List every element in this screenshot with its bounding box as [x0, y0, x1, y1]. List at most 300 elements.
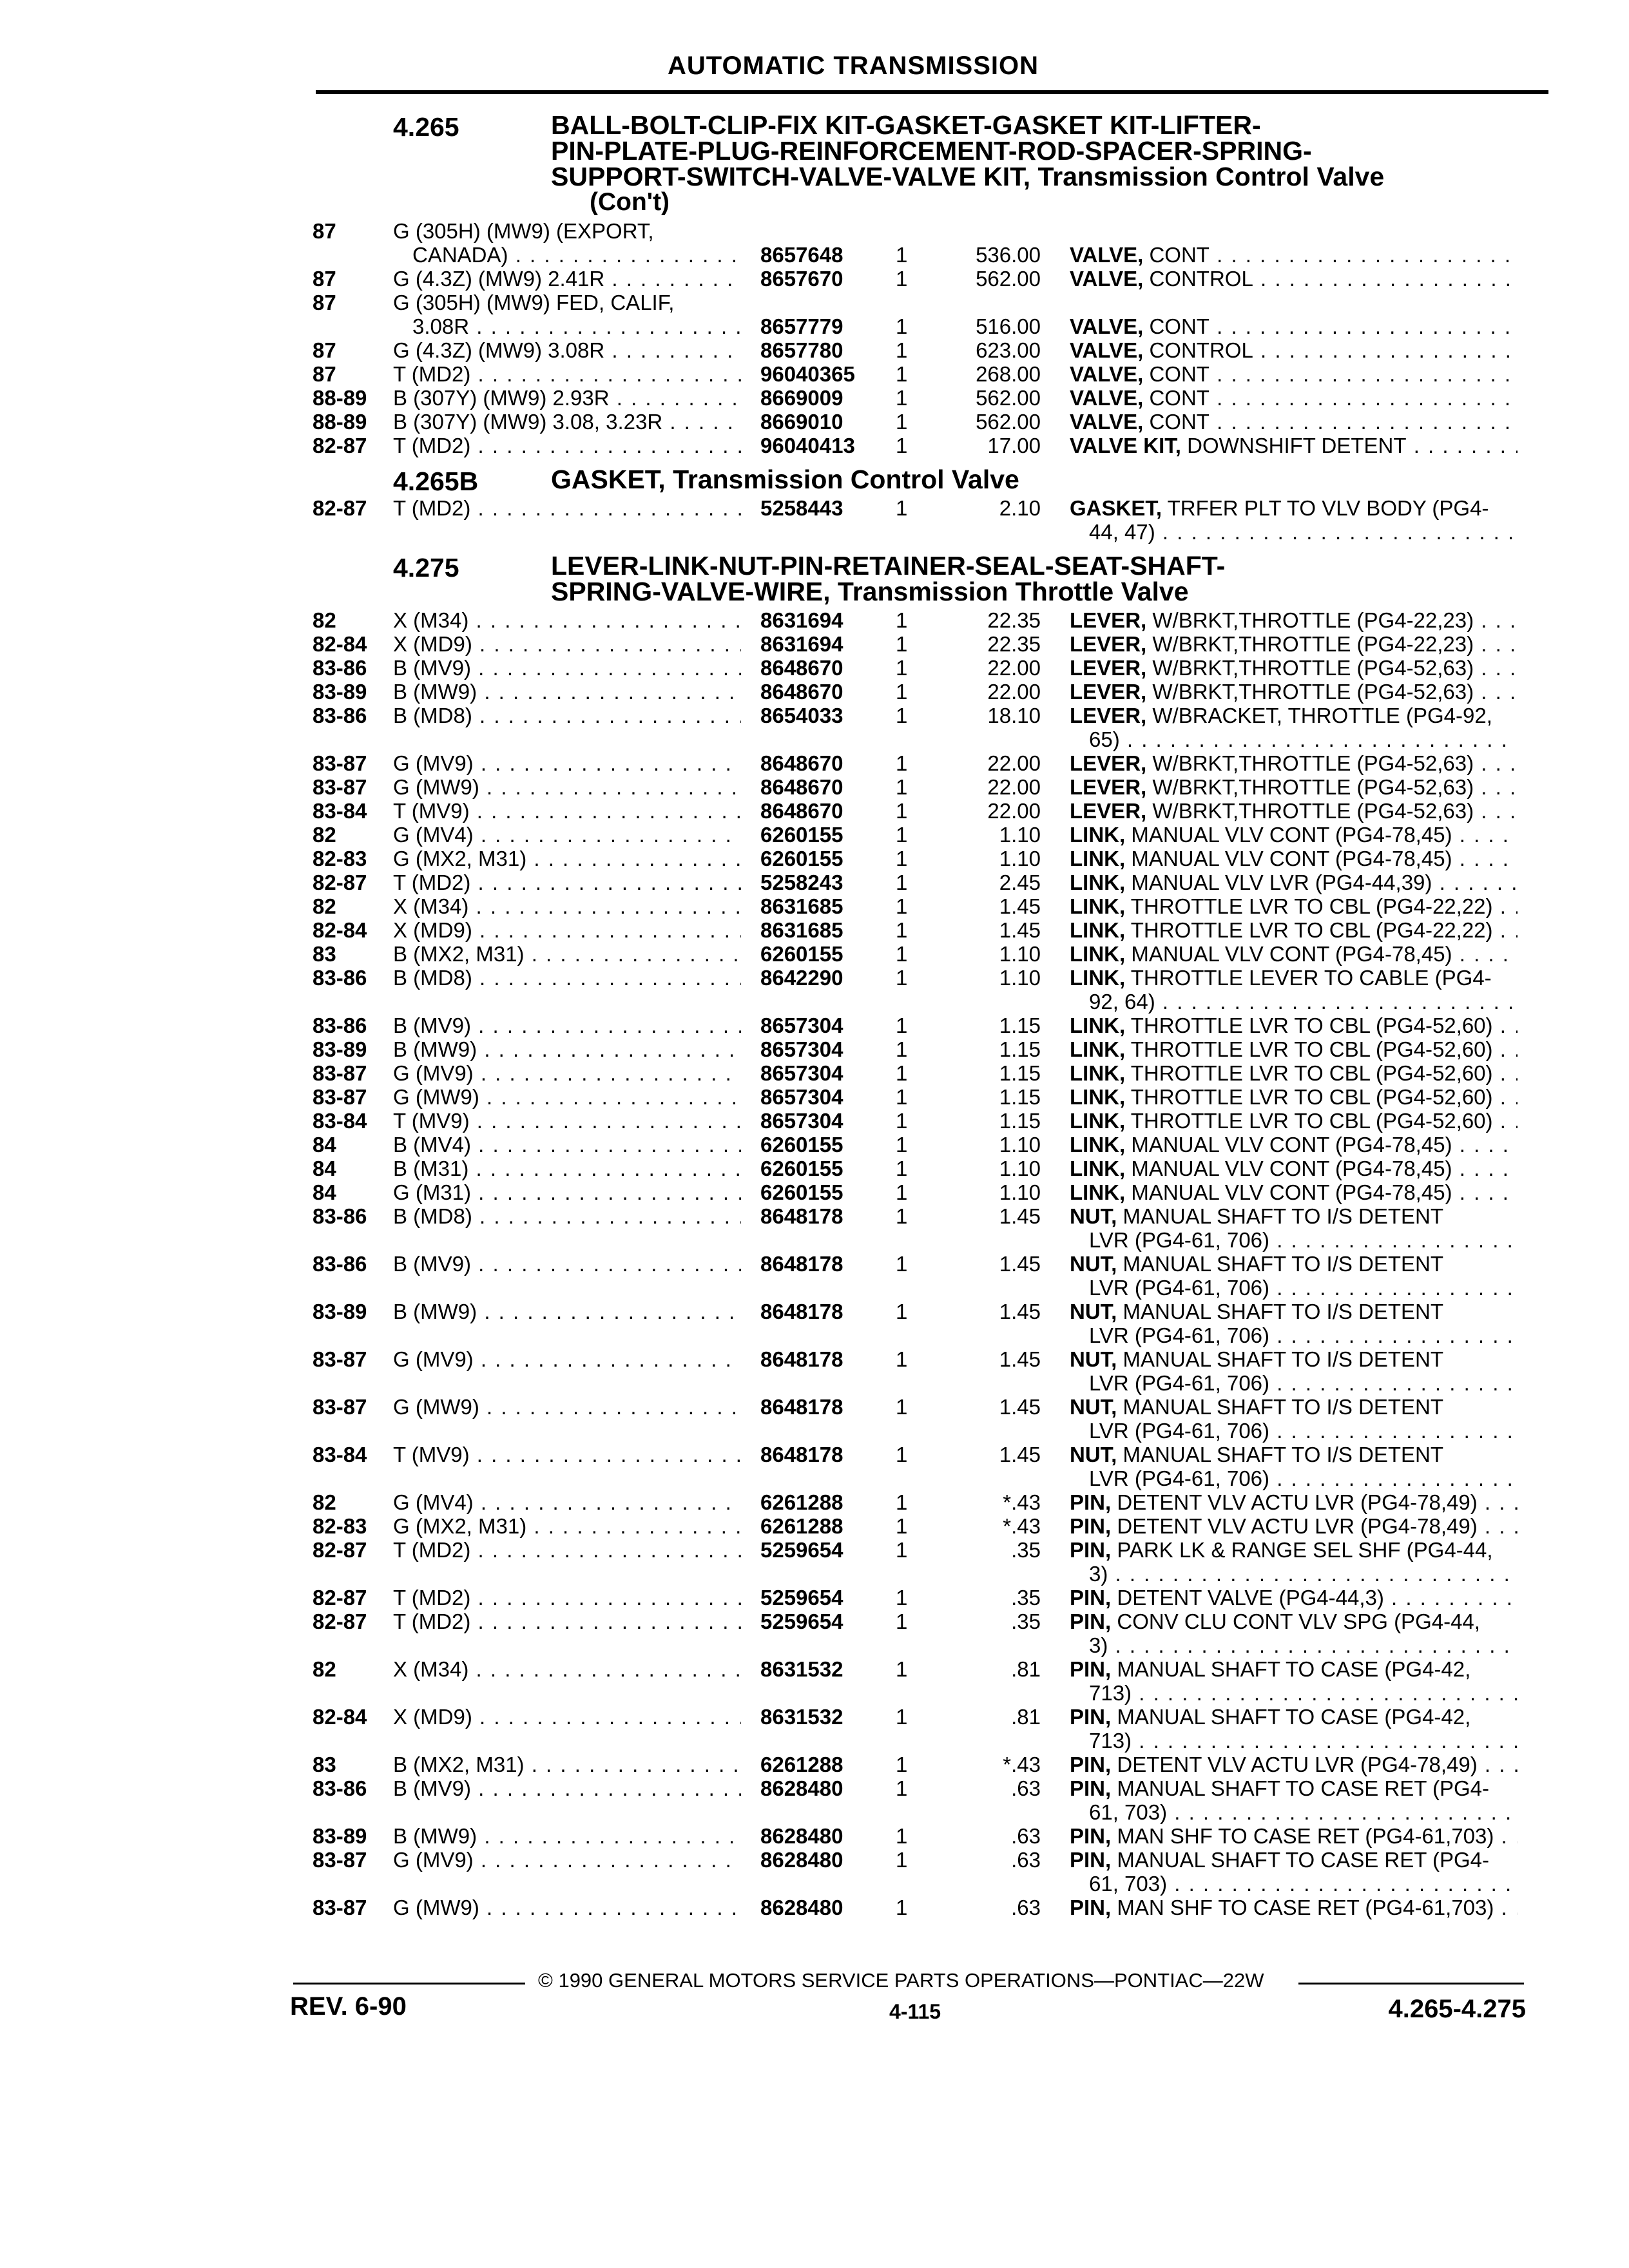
description-line [1070, 338, 1518, 362]
price: 1.15 [999, 1037, 1041, 1061]
quantity: 1 [896, 656, 908, 680]
model-year: 83-87 [313, 1848, 367, 1872]
part-detail: THROTTLE LVR TO CBL (PG4-52,60) [1130, 1014, 1493, 1037]
part-detail: W/BRKT,THROTTLE (PG4-52,63) [1152, 751, 1474, 775]
description-line [1070, 1586, 1518, 1610]
description [1070, 362, 1518, 386]
application-line: G (MW9) . . . [393, 775, 741, 799]
description-line [1070, 434, 1518, 457]
model-year: 88-89 [313, 410, 367, 434]
price: 1.10 [999, 966, 1041, 990]
application-line: G (MX2, M31) . . . [393, 1514, 741, 1538]
quantity: 1 [896, 632, 908, 656]
part-number: 5259654 [760, 1586, 843, 1610]
description [1070, 608, 1518, 632]
part-name: LINK, [1070, 1014, 1126, 1037]
application-line: X (MD9) . . . [393, 1705, 741, 1729]
part-row [313, 1776, 1537, 1824]
application-line: G (MX2, M31) . . . [393, 847, 741, 870]
description [1070, 847, 1518, 870]
description [1070, 1514, 1518, 1538]
price: 1.45 [999, 918, 1041, 942]
application-line: G (4.3Z) (MW9) 2.41R . . . [393, 267, 741, 291]
application [393, 751, 741, 775]
model-year: 82-87 [313, 1538, 367, 1562]
part-number: 6260155 [760, 847, 843, 870]
model-year: 83-86 [313, 704, 367, 727]
part-name: VALVE, [1070, 267, 1144, 291]
price: 17.00 [987, 434, 1041, 457]
description-line [1070, 1896, 1518, 1919]
part-number: 8648670 [760, 656, 843, 680]
part-detail: MANUAL SHAFT TO I/S DETENT [1123, 1300, 1444, 1323]
part-name: VALVE, [1070, 338, 1144, 362]
part-name: PIN, [1070, 1776, 1112, 1800]
part-detail: MANUAL VLV CONT (PG4-78,45) [1131, 942, 1452, 966]
part-row [313, 1037, 1537, 1061]
part-row [313, 219, 1537, 267]
part-detail: MAN SHF TO CASE RET (PG4-61,703) [1117, 1896, 1494, 1919]
quantity: 1 [896, 1610, 908, 1633]
price: 2.10 [999, 496, 1041, 520]
part-row [313, 608, 1537, 632]
quantity: 1 [896, 704, 908, 727]
description-line [1070, 799, 1518, 823]
part-detail: LVR (PG4-61, 706) [1089, 1419, 1270, 1443]
application-line: X (M34) . . . [393, 608, 741, 632]
part-name: PIN, [1070, 1848, 1112, 1872]
application-line: B (MX2, M31) . . . [393, 1753, 741, 1776]
quantity: 1 [896, 1252, 908, 1276]
application-line: X (M34) . . . [393, 1657, 741, 1681]
price: 22.35 [987, 632, 1041, 656]
part-name: LINK, [1070, 870, 1126, 894]
part-number: 8628480 [760, 1896, 843, 1919]
application [393, 410, 741, 434]
application-line: T (MD2) . . . [393, 434, 741, 457]
quantity: 1 [896, 1347, 908, 1371]
part-number: 5259654 [760, 1610, 843, 1633]
application [393, 799, 741, 823]
application-line: G (MV9) . . . [393, 1061, 741, 1085]
description-line [1070, 1347, 1518, 1371]
application-line: B (MW9) . . . [393, 1300, 741, 1323]
application [393, 1443, 741, 1466]
description [1070, 1014, 1518, 1037]
part-detail: 713) [1089, 1681, 1132, 1705]
part-detail: MANUAL SHAFT TO I/S DETENT [1123, 1204, 1444, 1228]
part-row [313, 1347, 1537, 1395]
part-name: LINK, [1070, 847, 1126, 870]
model-year: 83-87 [313, 751, 367, 775]
footer-section-range: 4.265-4.275 [1388, 1995, 1526, 2023]
part-row [313, 338, 1537, 362]
description [1070, 1300, 1518, 1347]
description [1070, 1061, 1518, 1085]
price: 22.00 [987, 799, 1041, 823]
price: 1.45 [999, 894, 1041, 918]
part-row [313, 1514, 1537, 1538]
application-line: X (MD9) . . . [393, 918, 741, 942]
part-name: LINK, [1070, 1061, 1126, 1085]
description [1070, 823, 1518, 847]
part-number: 8648670 [760, 751, 843, 775]
application [393, 942, 741, 966]
part-number: 8657304 [760, 1085, 843, 1109]
part-name: LINK, [1070, 1037, 1126, 1061]
description-line [1070, 1300, 1518, 1323]
section-title [551, 466, 1537, 492]
description-line [1070, 1729, 1518, 1753]
description-line [1070, 1323, 1518, 1347]
part-detail: CONV CLU CONT VLV SPG (PG4-44, [1117, 1610, 1480, 1633]
part-name: VALVE, [1070, 314, 1144, 338]
application [393, 1490, 741, 1514]
application [393, 680, 741, 704]
price: 22.00 [987, 775, 1041, 799]
part-detail: MANUAL SHAFT TO CASE RET (PG4- [1117, 1776, 1489, 1800]
quantity: 1 [896, 1109, 908, 1133]
model-year: 87 [313, 362, 336, 386]
price: 1.10 [999, 1180, 1041, 1204]
price: 1.45 [999, 1204, 1041, 1228]
section-number: 4.265 [393, 112, 459, 142]
part-name: PIN, [1070, 1610, 1112, 1633]
model-year: 84 [313, 1157, 336, 1180]
part-name: LINK, [1070, 1109, 1126, 1133]
footer-rule-right [1298, 1983, 1524, 1984]
model-year: 82-84 [313, 1705, 367, 1729]
description [1070, 1252, 1518, 1300]
part-detail: W/BRKT,THROTTLE (PG4-52,63) [1152, 656, 1474, 680]
application [393, 1753, 741, 1776]
page-header-title: AUTOMATIC TRANSMISSION [667, 52, 1039, 80]
price: 22.00 [987, 680, 1041, 704]
description-line [1070, 1633, 1518, 1657]
part-detail: MANUAL SHAFT TO CASE RET (PG4- [1117, 1848, 1489, 1872]
part-row [313, 1824, 1537, 1848]
part-detail: DETENT VLV ACTU LVR (PG4-78,49) [1117, 1514, 1478, 1538]
application-line: T (MV9) . . . [393, 1109, 741, 1133]
price: 1.45 [999, 1347, 1041, 1371]
model-year: 83-89 [313, 680, 367, 704]
application [393, 1252, 741, 1276]
quantity: 1 [896, 386, 908, 410]
part-detail: CONTROL [1149, 267, 1253, 291]
description [1070, 314, 1518, 338]
part-row [313, 799, 1537, 823]
description-line [1070, 1014, 1518, 1037]
description-line [1070, 1443, 1518, 1466]
quantity: 1 [896, 1538, 908, 1562]
part-row [313, 751, 1537, 775]
application [393, 918, 741, 942]
description [1070, 1347, 1518, 1395]
model-year: 83-87 [313, 1896, 367, 1919]
section-title-line: GASKET, Transmission Control Valve [551, 465, 1019, 494]
price: 18.10 [987, 704, 1041, 727]
description-line [1070, 1037, 1518, 1061]
part-name: PIN, [1070, 1824, 1112, 1848]
part-number: 8657670 [760, 267, 843, 291]
description [1070, 1776, 1518, 1824]
description [1070, 656, 1518, 680]
part-detail: MANUAL SHAFT TO CASE (PG4-42, [1117, 1657, 1471, 1681]
part-detail: DETENT VLV ACTU LVR (PG4-78,49) [1117, 1490, 1478, 1514]
part-name: PIN, [1070, 1657, 1112, 1681]
section-title-line: (Con't) [590, 188, 670, 216]
price: *.43 [1003, 1514, 1041, 1538]
model-year: 82-83 [313, 847, 367, 870]
application [393, 338, 741, 362]
part-number: 6260155 [760, 1180, 843, 1204]
application-line: G (MV4) . . . [393, 823, 741, 847]
model-year: 83-86 [313, 1014, 367, 1037]
description [1070, 799, 1518, 823]
part-row [313, 267, 1537, 291]
part-number: 8642290 [760, 966, 843, 990]
part-number: 8657779 [760, 314, 843, 338]
model-year: 83-86 [313, 966, 367, 990]
part-row [313, 1014, 1537, 1037]
quantity: 1 [896, 847, 908, 870]
part-number: 8654033 [760, 704, 843, 727]
part-detail: LVR (PG4-61, 706) [1089, 1276, 1270, 1300]
model-year: 82 [313, 608, 336, 632]
application [393, 1109, 741, 1133]
part-row [313, 656, 1537, 680]
model-year: 83-84 [313, 1109, 367, 1133]
part-name: LEVER, [1070, 680, 1147, 704]
price: 562.00 [976, 410, 1041, 434]
description-line [1070, 1562, 1518, 1586]
part-detail: MANUAL VLV CONT (PG4-78,45) [1131, 1133, 1452, 1157]
part-name: PIN, [1070, 1753, 1112, 1776]
model-year: 82-87 [313, 434, 367, 457]
part-name: VALVE, [1070, 243, 1144, 267]
application [393, 1061, 741, 1085]
part-row [313, 680, 1537, 704]
part-name: PIN, [1070, 1538, 1112, 1562]
price: .81 [1011, 1657, 1041, 1681]
description-line [1070, 1490, 1518, 1514]
footer-rule-left [293, 1983, 525, 1984]
part-row [313, 1896, 1537, 1919]
price: 562.00 [976, 386, 1041, 410]
part-number: 5258443 [760, 496, 843, 520]
part-detail: MAN SHF TO CASE RET (PG4-61,703) [1117, 1824, 1494, 1848]
part-number: 6261288 [760, 1514, 843, 1538]
description-line [1070, 1061, 1518, 1085]
part-name: NUT, [1070, 1443, 1117, 1466]
application-line: G (MV9) . . . [393, 751, 741, 775]
price: 1.45 [999, 1252, 1041, 1276]
part-row [313, 1610, 1537, 1657]
quantity: 1 [896, 608, 908, 632]
price: 22.00 [987, 656, 1041, 680]
price: 1.45 [999, 1395, 1041, 1419]
application [393, 291, 741, 338]
model-year: 83-87 [313, 1347, 367, 1371]
price: 623.00 [976, 338, 1041, 362]
quantity: 1 [896, 338, 908, 362]
price: .81 [1011, 1705, 1041, 1729]
part-number: 8631685 [760, 894, 843, 918]
description-line [1070, 1157, 1518, 1180]
description [1070, 1896, 1518, 1919]
section-title-line: SPRING-VALVE-WIRE, Transmission Throttle Valve [551, 577, 1189, 606]
description [1070, 1443, 1518, 1490]
description [1070, 870, 1518, 894]
section-title [551, 553, 1537, 604]
part-row [313, 434, 1537, 457]
model-year: 83-87 [313, 1085, 367, 1109]
description [1070, 338, 1518, 362]
part-row [313, 1204, 1537, 1252]
description [1070, 1586, 1518, 1610]
description-line [1070, 1228, 1518, 1252]
part-detail: CONTROL [1149, 338, 1253, 362]
description-line [1070, 870, 1518, 894]
description [1070, 1109, 1518, 1133]
part-name: LEVER, [1070, 608, 1147, 632]
part-row [313, 1705, 1537, 1753]
application [393, 1514, 741, 1538]
quantity: 1 [896, 1896, 908, 1919]
part-detail: W/BRACKET, THROTTLE (PG4-92, [1152, 704, 1492, 727]
application [393, 1610, 741, 1633]
part-name: PIN, [1070, 1896, 1112, 1919]
description [1070, 1180, 1518, 1204]
application-line: T (MD2) . . . [393, 496, 741, 520]
application-line: B (MV4) . . . [393, 1133, 741, 1157]
part-row [313, 918, 1537, 942]
price: 268.00 [976, 362, 1041, 386]
application-line: B (MD8) . . . [393, 1204, 741, 1228]
description-line [1070, 1776, 1518, 1800]
description-line [1070, 608, 1518, 632]
quantity: 1 [896, 1180, 908, 1204]
part-number: 6260155 [760, 942, 843, 966]
description [1070, 942, 1518, 966]
part-detail: CONT [1149, 386, 1210, 410]
part-detail: 44, 47) [1089, 520, 1155, 544]
part-name: NUT, [1070, 1347, 1117, 1371]
part-name: LINK, [1070, 823, 1126, 847]
price: .35 [1011, 1586, 1041, 1610]
part-row [313, 1490, 1537, 1514]
quantity: 1 [896, 1157, 908, 1180]
part-row [313, 1753, 1537, 1776]
description [1070, 1705, 1518, 1753]
section-title [551, 112, 1537, 215]
quantity: 1 [896, 1395, 908, 1419]
part-name: VALVE, [1070, 362, 1144, 386]
part-number: 8631532 [760, 1657, 843, 1681]
quantity: 1 [896, 870, 908, 894]
part-name: LINK, [1070, 1180, 1126, 1204]
quantity: 1 [896, 966, 908, 990]
application [393, 1347, 741, 1371]
description-line [1070, 1180, 1518, 1204]
price: 1.45 [999, 1300, 1041, 1323]
part-detail: DOWNSHIFT DETENT [1187, 434, 1407, 457]
model-year: 83 [313, 942, 336, 966]
part-detail: LVR (PG4-61, 706) [1089, 1228, 1270, 1252]
part-number: 96040365 [760, 362, 855, 386]
model-year: 87 [313, 267, 336, 291]
application [393, 1538, 741, 1562]
price: 1.15 [999, 1109, 1041, 1133]
parts-listing [313, 103, 1537, 1919]
description-line [1070, 243, 1518, 267]
description [1070, 1610, 1518, 1657]
price: 22.00 [987, 751, 1041, 775]
application [393, 219, 741, 267]
part-row [313, 1109, 1537, 1133]
part-detail: MANUAL SHAFT TO I/S DETENT [1123, 1395, 1444, 1419]
application-line: B (MW9) . . . [393, 1824, 741, 1848]
application [393, 1014, 741, 1037]
part-detail: 3) [1089, 1562, 1108, 1586]
part-detail: W/BRKT,THROTTLE (PG4-52,63) [1152, 775, 1474, 799]
part-name: LINK, [1070, 894, 1126, 918]
part-number: 96040413 [760, 434, 855, 457]
part-row [313, 291, 1537, 338]
description-line [1070, 632, 1518, 656]
description [1070, 894, 1518, 918]
description-line [1070, 1705, 1518, 1729]
part-number: 8657304 [760, 1061, 843, 1085]
part-name: PIN, [1070, 1490, 1112, 1514]
part-detail: 92, 64) [1089, 990, 1155, 1014]
header-rule [316, 90, 1548, 94]
description [1070, 1395, 1518, 1443]
part-detail: LVR (PG4-61, 706) [1089, 1323, 1270, 1347]
part-number: 8669009 [760, 386, 843, 410]
part-detail: PARK LK & RANGE SEL SHF (PG4-44, [1117, 1538, 1493, 1562]
description-line [1070, 1109, 1518, 1133]
model-year: 82-87 [313, 1586, 367, 1610]
quantity: 1 [896, 1514, 908, 1538]
part-row [313, 1538, 1537, 1586]
price: 1.10 [999, 942, 1041, 966]
description-line [1070, 656, 1518, 680]
price: .35 [1011, 1610, 1041, 1633]
quantity: 1 [896, 823, 908, 847]
part-number: 6260155 [760, 823, 843, 847]
description-line [1070, 727, 1518, 751]
quantity: 1 [896, 1586, 908, 1610]
part-name: LEVER, [1070, 704, 1147, 727]
part-detail: 61, 703) [1089, 1800, 1168, 1824]
description [1070, 386, 1518, 410]
part-number: 8631532 [760, 1705, 843, 1729]
description [1070, 267, 1518, 291]
model-year: 82-87 [313, 496, 367, 520]
model-year: 82 [313, 823, 336, 847]
application [393, 1300, 741, 1323]
part-row [313, 1061, 1537, 1085]
application [393, 1848, 741, 1872]
part-detail: MANUAL SHAFT TO I/S DETENT [1123, 1347, 1444, 1371]
part-number: 8631694 [760, 632, 843, 656]
part-detail: MANUAL SHAFT TO I/S DETENT [1123, 1252, 1444, 1276]
part-row [313, 1657, 1537, 1705]
part-detail: MANUAL SHAFT TO CASE (PG4-42, [1117, 1705, 1471, 1729]
part-detail: CONT [1149, 314, 1210, 338]
part-number: 6260155 [760, 1133, 843, 1157]
